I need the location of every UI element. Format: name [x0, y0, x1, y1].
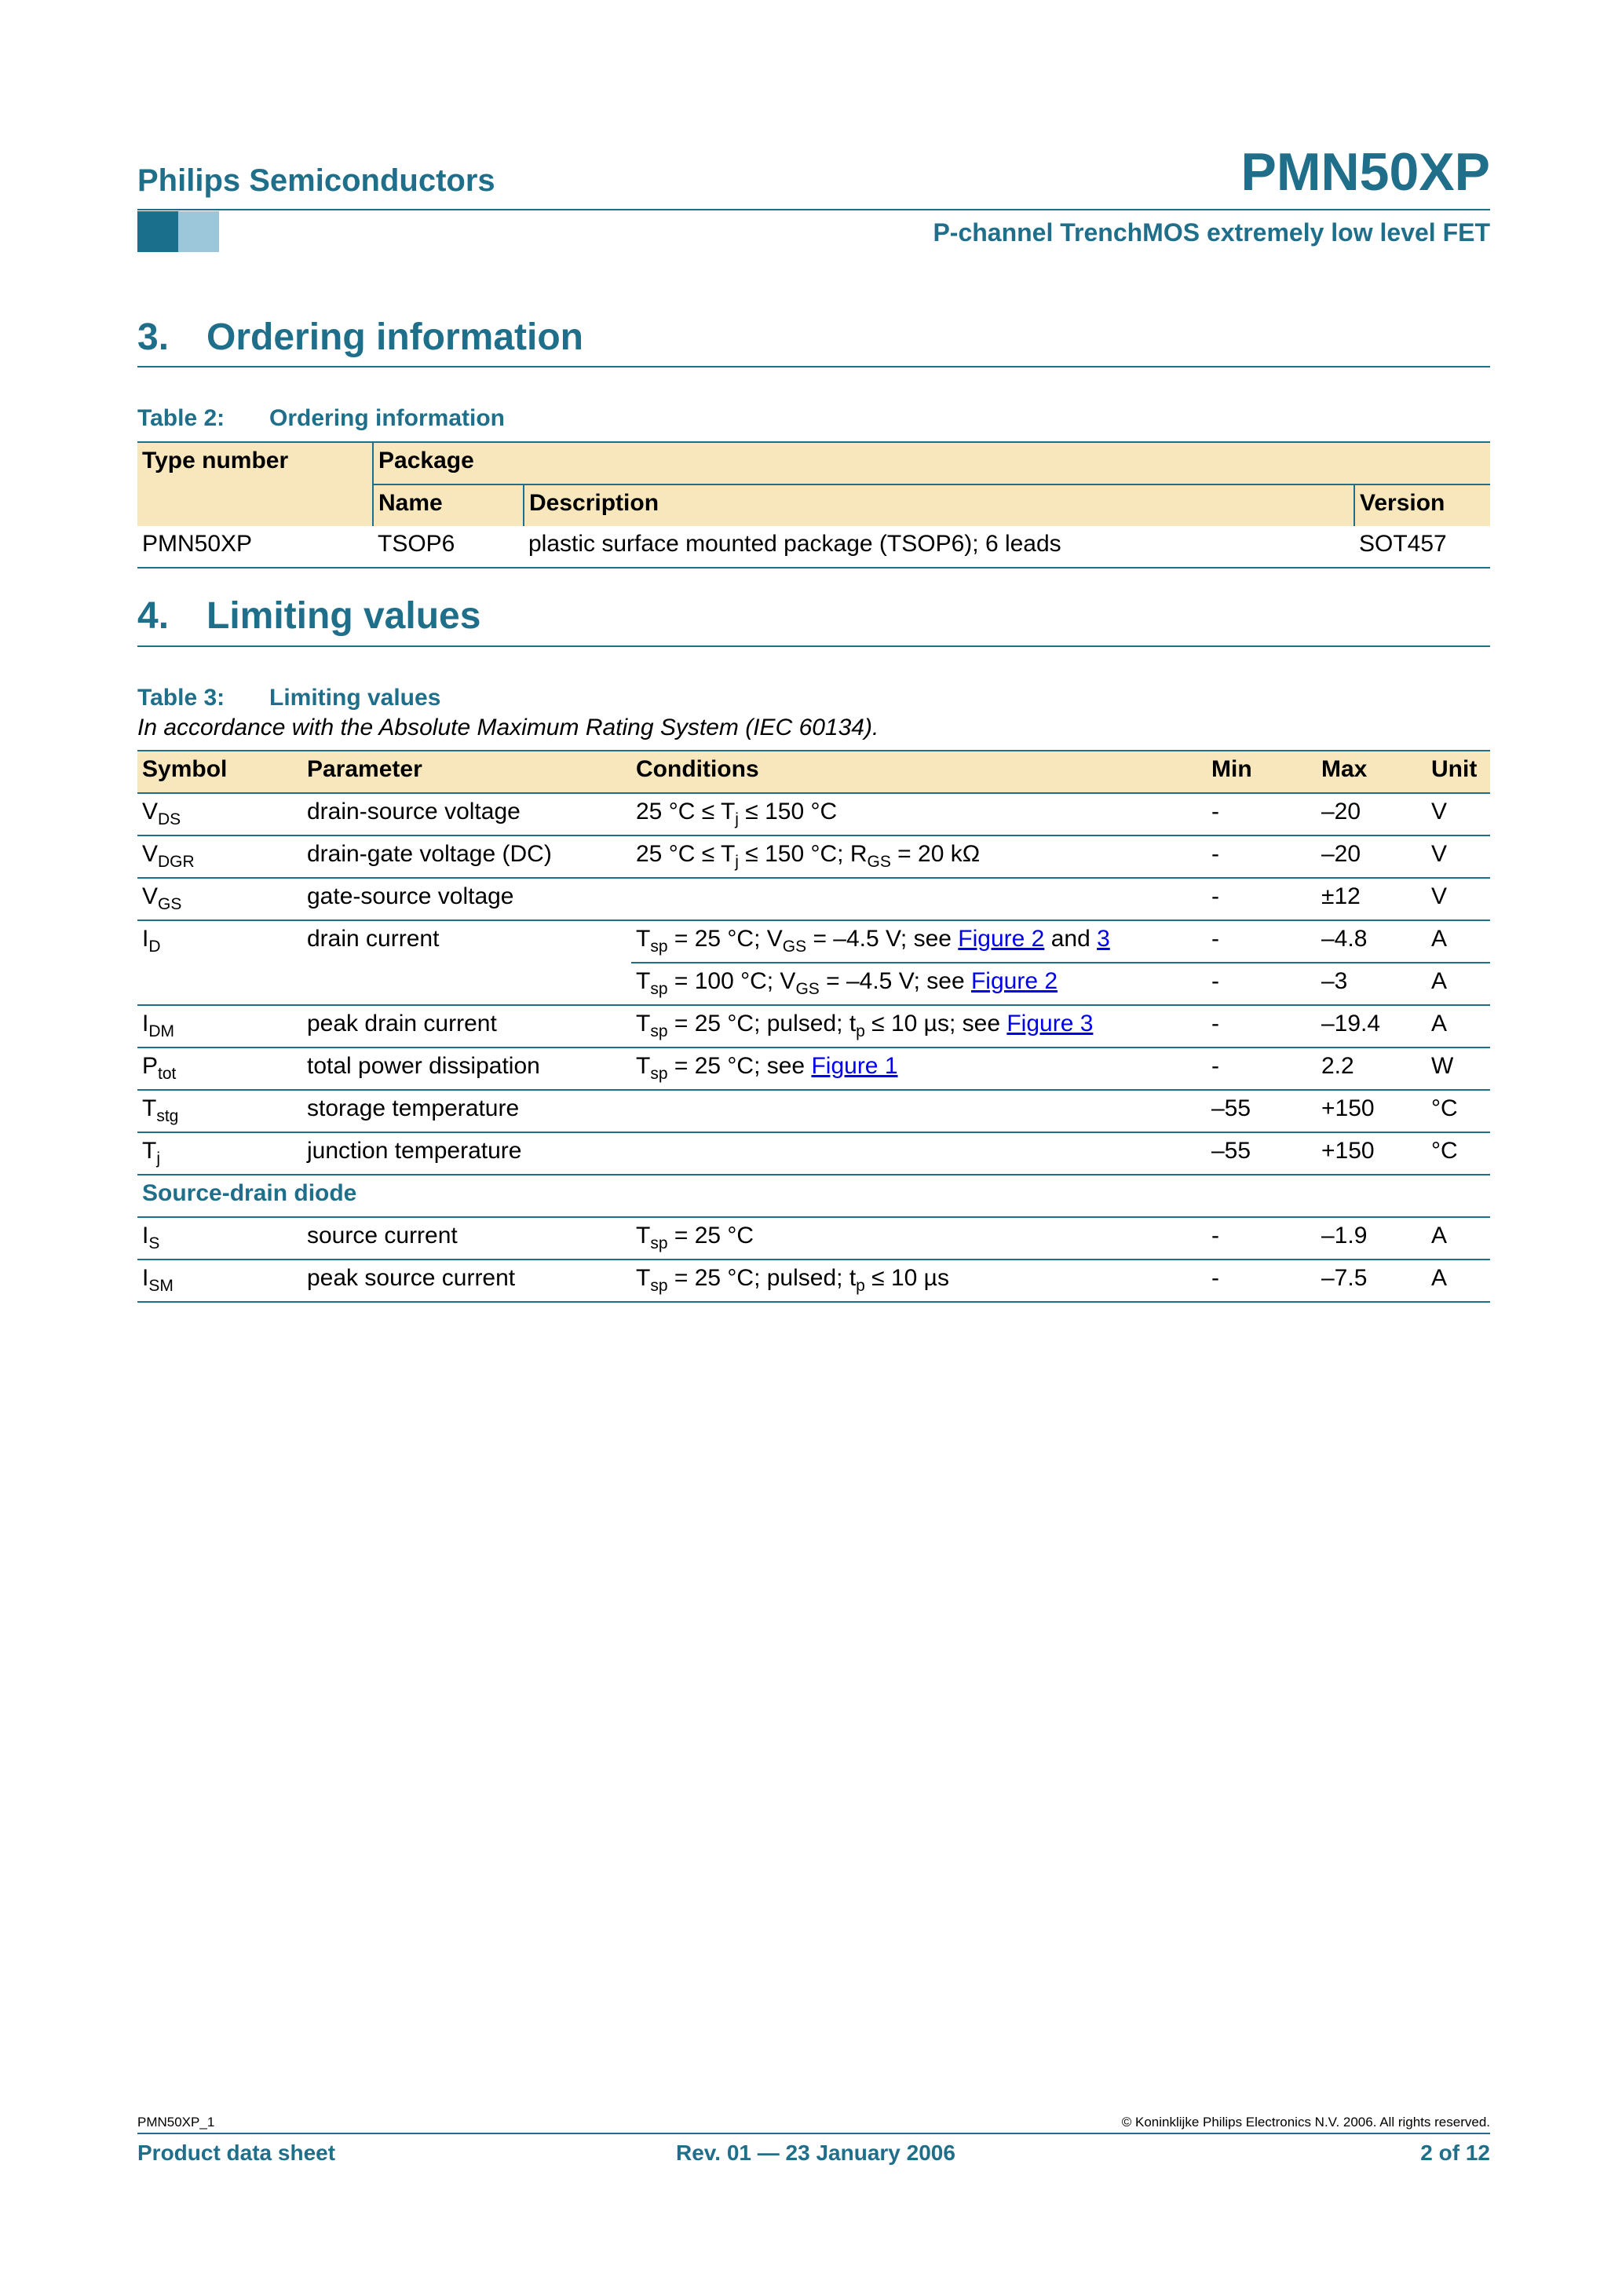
cell-symbol: $T_{stg}$	[137, 1090, 302, 1132]
header-version: Version	[1354, 484, 1490, 526]
footer-rule	[137, 2133, 1490, 2134]
table-row	[137, 1132, 1490, 1175]
header-description: Description	[524, 484, 1354, 526]
cell-conditions: 25 $^\circ C \le T_j \le 150$ °C; $R_{GS} = 20$ kΩ	[631, 835, 1207, 878]
cell-unit: V	[1427, 878, 1490, 920]
cell-min: -	[1207, 1217, 1317, 1260]
table-subsection-row	[137, 1175, 1490, 1217]
cell-parameter: peak drain current	[302, 1005, 631, 1047]
cell-parameter: source current	[302, 1217, 631, 1260]
cell-parameter: drain current	[302, 920, 631, 1005]
cell-conditions: $T_{sp} = 25$ °C; pulsed; $t_p \le 10$ µs	[631, 1260, 1207, 1302]
cell-parameter: drain-source voltage	[302, 793, 631, 835]
cell-symbol: $V_{DS}$	[137, 793, 302, 835]
footer-doc-type: Product data sheet	[137, 2141, 336, 2165]
cell-symbol: $I_S$	[137, 1217, 302, 1260]
cell-max: –3	[1317, 963, 1427, 1005]
cell-package-name: TSOP6	[373, 526, 524, 568]
brand-square-dark	[137, 211, 178, 252]
table-3-label: Table 3:	[137, 685, 225, 711]
footer-revision: Rev. 01 — 23 January 2006	[676, 2141, 955, 2165]
header-type-number: Type number	[137, 442, 373, 526]
footer-copyright: © Koninklijke Philips Electronics N.V. 2006. All rights reserved.	[1121, 2115, 1490, 2130]
table-row	[137, 1005, 1490, 1047]
cell-conditions: $T_{sp} = 25$ °C; $V_{GS} = -4.5$ V; see Figure 2 and 3	[631, 920, 1207, 963]
cell-max: –1.9	[1317, 1217, 1427, 1260]
cell-conditions	[631, 1132, 1207, 1175]
header-package: Package	[373, 442, 1490, 484]
cell-package-description: plastic surface mounted package (TSOP6); 6 leads	[524, 526, 1354, 568]
section-4-number: 4.	[137, 595, 170, 637]
cell-max: 2.2	[1317, 1047, 1427, 1090]
table-2-caption	[137, 405, 505, 432]
figure-3-link[interactable]: 3	[1097, 926, 1110, 952]
cell-min: -	[1207, 1047, 1317, 1090]
cell-parameter: junction temperature	[302, 1132, 631, 1175]
section-3-title: Ordering information	[206, 316, 583, 358]
limiting-header-row	[137, 751, 1490, 793]
cell-min: -	[1207, 835, 1317, 878]
cell-unit: V	[1427, 835, 1490, 878]
cell-unit: W	[1427, 1047, 1490, 1090]
section-4-rule	[137, 645, 1490, 647]
cell-unit: A	[1427, 920, 1490, 963]
table-3-caption	[137, 685, 440, 711]
footer-page-number: 2 of 12	[1420, 2141, 1490, 2165]
header-symbol: Symbol	[137, 751, 302, 793]
section-4-title: Limiting values	[206, 595, 481, 637]
cell-max: +150	[1317, 1090, 1427, 1132]
cell-symbol: $V_{GS}$	[137, 878, 302, 920]
cell-parameter: drain-gate voltage (DC)	[302, 835, 631, 878]
header-min: Min	[1207, 751, 1317, 793]
cell-symbol: $I_{SM}$	[137, 1260, 302, 1302]
cell-conditions: $T_{sp} = 100$ °C; $V_{GS} = -4.5$ V; see Figure 2	[631, 963, 1207, 1005]
section-4-heading	[137, 594, 480, 638]
figure-3-link[interactable]: Figure 3	[1006, 1011, 1094, 1036]
cell-conditions: $T_{sp} = 25$ °C; see Figure 1	[631, 1047, 1207, 1090]
cell-package-version: SOT457	[1354, 526, 1490, 568]
header-rule	[137, 209, 1490, 210]
cell-symbol: $I_{DM}$	[137, 1005, 302, 1047]
table-row	[137, 793, 1490, 835]
cell-min: -	[1207, 920, 1317, 963]
table-3-note: In accordance with the Absolute Maximum Rating System (IEC 60134).	[137, 715, 879, 740]
cell-unit: A	[1427, 963, 1490, 1005]
cell-parameter: storage temperature	[302, 1090, 631, 1132]
cell-conditions: $T_{sp} = 25$ °C	[631, 1217, 1207, 1260]
cell-min: -	[1207, 878, 1317, 920]
table-row	[137, 1260, 1490, 1302]
cell-conditions: $T_{sp} = 25$ °C; pulsed; $t_p \le 10$ µs; see Figure 3	[631, 1005, 1207, 1047]
ordering-header-row-1	[137, 442, 1490, 484]
cell-max: –4.8	[1317, 920, 1427, 963]
header-unit: Unit	[1427, 751, 1490, 793]
limiting-values-table	[137, 750, 1490, 1303]
figure-1-link[interactable]: Figure 1	[811, 1053, 898, 1079]
section-3-number: 3.	[137, 316, 170, 358]
source-drain-diode-heading: Source-drain diode	[137, 1175, 1490, 1217]
cell-unit: A	[1427, 1005, 1490, 1047]
cell-unit: V	[1427, 793, 1490, 835]
cell-max: –19.4	[1317, 1005, 1427, 1047]
table-row	[137, 526, 1490, 568]
cell-max: –20	[1317, 793, 1427, 835]
product-subtitle: P-channel TrenchMOS extremely low level FET	[933, 218, 1490, 247]
cell-symbol: $T_j$	[137, 1132, 302, 1175]
section-3-rule	[137, 366, 1490, 367]
cell-unit: A	[1427, 1260, 1490, 1302]
table-2-title: Ordering information	[269, 405, 505, 431]
brand-square-light	[178, 211, 219, 252]
header-conditions: Conditions	[631, 751, 1207, 793]
cell-symbol: $I_D$	[137, 920, 302, 1005]
cell-min: -	[1207, 793, 1317, 835]
table-3-title: Limiting values	[269, 685, 441, 711]
cell-min: -	[1207, 1005, 1317, 1047]
footer-doc-id: PMN50XP_1	[137, 2115, 215, 2130]
table-row	[137, 878, 1490, 920]
cell-conditions: 25 $^\circ C \le T_j \le 150$ °C	[631, 793, 1207, 835]
cell-conditions	[631, 1090, 1207, 1132]
header-max: Max	[1317, 751, 1427, 793]
table-row	[137, 1090, 1490, 1132]
figure-2-link[interactable]: Figure 2	[970, 968, 1058, 994]
cell-conditions	[631, 878, 1207, 920]
cell-max: ±12	[1317, 878, 1427, 920]
company-name: Philips Semiconductors	[137, 163, 495, 198]
figure-2-link[interactable]: Figure 2	[958, 926, 1045, 952]
cell-unit: °C	[1427, 1132, 1490, 1175]
cell-parameter: gate-source voltage	[302, 878, 631, 920]
table-row	[137, 1047, 1490, 1090]
table-row	[137, 835, 1490, 878]
cell-unit: °C	[1427, 1090, 1490, 1132]
header-parameter: Parameter	[302, 751, 631, 793]
header-name: Name	[373, 484, 524, 526]
cell-min: -	[1207, 963, 1317, 1005]
cell-max: –20	[1317, 835, 1427, 878]
cell-parameter: total power dissipation	[302, 1047, 631, 1090]
ordering-table	[137, 441, 1490, 569]
cell-max: –7.5	[1317, 1260, 1427, 1302]
cell-max: +150	[1317, 1132, 1427, 1175]
table-row	[137, 920, 1490, 963]
section-3-heading	[137, 316, 583, 359]
cell-parameter: peak source current	[302, 1260, 631, 1302]
cell-min: -	[1207, 1260, 1317, 1302]
product-name: PMN50XP	[1240, 142, 1490, 202]
table-2-label: Table 2:	[137, 405, 225, 431]
cell-min: –55	[1207, 1090, 1317, 1132]
cell-type-number: PMN50XP	[137, 526, 373, 568]
cell-symbol: $V_{DGR}$	[137, 835, 302, 878]
cell-symbol: $P_{tot}$	[137, 1047, 302, 1090]
cell-unit: A	[1427, 1217, 1490, 1260]
table-row	[137, 1217, 1490, 1260]
cell-min: –55	[1207, 1132, 1317, 1175]
